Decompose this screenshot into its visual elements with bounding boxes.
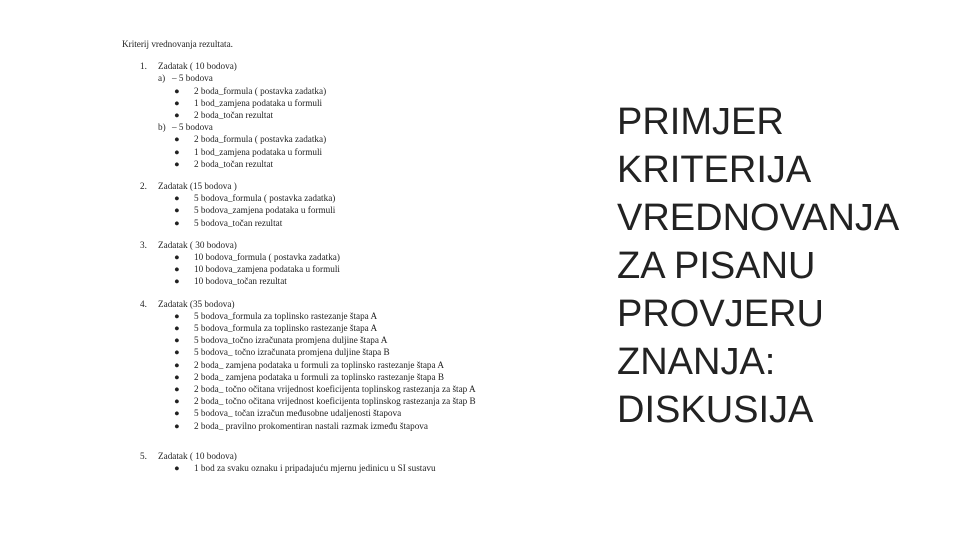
list-item xyxy=(122,310,542,322)
list-item xyxy=(122,462,542,474)
bullet-icon: ● xyxy=(174,420,180,431)
list-item xyxy=(122,334,542,346)
bullet-icon: ● xyxy=(174,217,180,228)
criterion-text: 5 bodova_formula za toplinsko rastezanje štapa A xyxy=(194,323,378,334)
bullet-icon: ● xyxy=(174,85,180,96)
task-number: 3. xyxy=(140,239,147,250)
subtask-header xyxy=(158,72,542,84)
criterion-text: 5 bodova_formula ( postavka zadatka) xyxy=(194,193,336,204)
bullet-icon: ● xyxy=(174,359,180,370)
task-header xyxy=(122,60,542,72)
list-item xyxy=(122,204,542,216)
list-item xyxy=(122,275,542,287)
bullet-icon: ● xyxy=(174,146,180,157)
bullet-icon: ● xyxy=(174,158,180,169)
subtask-a xyxy=(122,72,542,121)
list-item xyxy=(122,371,542,383)
list-item xyxy=(122,407,542,419)
list-item xyxy=(122,322,542,334)
subtask-title: – 5 bodova xyxy=(172,73,213,84)
task-title: Zadatak ( 10 bodova) xyxy=(158,61,237,72)
bullet-icon: ● xyxy=(174,134,180,145)
list-item xyxy=(122,346,542,358)
task-number: 1. xyxy=(140,61,147,72)
criteria-list xyxy=(158,85,542,122)
bullet-icon: ● xyxy=(174,252,180,263)
subtask-b xyxy=(122,121,542,170)
task-number: 2. xyxy=(140,181,147,192)
criteria-list xyxy=(158,133,542,170)
bullet-icon: ● xyxy=(174,310,180,321)
task-5 xyxy=(122,450,542,474)
list-item xyxy=(158,158,542,170)
list-item xyxy=(158,133,542,145)
bullet-icon: ● xyxy=(174,384,180,395)
task-2 xyxy=(122,180,542,229)
criterion-text: 2 boda_ pravilno prokomentiran nastali razmak između štapova xyxy=(194,420,428,431)
bullet-icon: ● xyxy=(174,408,180,419)
task-header xyxy=(122,298,542,310)
task-number: 4. xyxy=(140,298,147,309)
subtask-letter: b) xyxy=(158,122,166,133)
bullet-icon: ● xyxy=(174,264,180,275)
subtask-title: – 5 bodova xyxy=(172,122,213,133)
task-3 xyxy=(122,239,542,288)
criteria-list xyxy=(122,192,542,229)
bullet-icon: ● xyxy=(174,396,180,407)
list-item xyxy=(122,251,542,263)
task-title: Zadatak ( 10 bodova) xyxy=(158,450,237,461)
bullet-icon: ● xyxy=(174,335,180,346)
task-1 xyxy=(122,60,542,170)
task-header xyxy=(122,180,542,192)
list-item xyxy=(158,97,542,109)
document-heading: Kriterij vrednovanja rezultata. xyxy=(122,39,233,49)
task-header xyxy=(122,450,542,462)
bullet-icon: ● xyxy=(174,110,180,121)
criterion-text: 2 boda_točan rezultat xyxy=(194,158,274,169)
list-item xyxy=(122,192,542,204)
criterion-text: 2 boda_formula ( postavka zadatka) xyxy=(194,134,327,145)
list-item xyxy=(158,109,542,121)
bullet-icon: ● xyxy=(174,323,180,334)
criterion-text: 1 bod_zamjena podataka u formuli xyxy=(194,97,323,108)
list-item xyxy=(122,217,542,229)
criterion-text: 2 boda_ zamjena podataka u formuli za toplinsko rastezanje štapa A xyxy=(194,359,445,370)
criterion-text: 2 boda_ točno očitana vrijednost koeficijenta toplinskog rastezanja za štap A xyxy=(194,384,476,395)
bullet-icon: ● xyxy=(174,193,180,204)
criterion-text: 2 boda_točan rezultat xyxy=(194,110,274,121)
criteria-list xyxy=(122,251,542,288)
list-item xyxy=(122,395,542,407)
list-item xyxy=(158,85,542,97)
bullet-icon: ● xyxy=(174,347,180,358)
list-item xyxy=(158,146,542,158)
task-number: 5. xyxy=(140,450,147,461)
subtask-header xyxy=(158,121,542,133)
grading-criteria-document xyxy=(122,38,542,484)
criterion-text: 5 bodova_zamjena podataka u formuli xyxy=(194,205,336,216)
bullet-icon: ● xyxy=(174,97,180,108)
criterion-text: 5 bodova_ točno izračunata promjena duljine štapa B xyxy=(194,347,390,358)
subtask-letter: a) xyxy=(158,73,166,84)
list-item xyxy=(122,383,542,395)
bullet-icon: ● xyxy=(174,463,180,474)
list-item xyxy=(122,263,542,275)
list-item xyxy=(122,420,542,432)
task-title: Zadatak ( 30 bodova) xyxy=(158,239,237,250)
criterion-text: 2 boda_ točno očitana vrijednost koeficijenta toplinskog rastezanja za štap B xyxy=(194,396,476,407)
task-title: Zadatak (15 bodova ) xyxy=(158,181,237,192)
criterion-text: 5 bodova_točan rezultat xyxy=(194,217,283,228)
criterion-text: 5 bodova_ točan izračun međusobne udaljenosti štapova xyxy=(194,408,402,419)
criterion-text: 5 bodova_formula za toplinsko rastezanje štapa A xyxy=(194,310,378,321)
bullet-icon: ● xyxy=(174,371,180,382)
criteria-list xyxy=(122,462,542,474)
bullet-icon: ● xyxy=(174,205,180,216)
criterion-text: 1 bod_zamjena podataka u formuli xyxy=(194,146,323,157)
criterion-text: 10 bodova_formula ( postavka zadatka) xyxy=(194,252,340,263)
criterion-text: 5 bodova_točno izračunata promjena duljine štapa A xyxy=(194,335,388,346)
list-item xyxy=(122,359,542,371)
slide-title: PRIMJER KRITERIJA VREDNOVANJA ZA PISANU PROVJERU ZNANJA: DISKUSIJA xyxy=(617,101,900,431)
task-header xyxy=(122,239,542,251)
criterion-text: 2 boda_formula ( postavka zadatka) xyxy=(194,85,327,96)
criteria-list xyxy=(122,310,542,432)
criterion-text: 1 bod za svaku oznaku i pripadajuću mjernu jedinicu u SI sustavu xyxy=(194,463,436,474)
task-4 xyxy=(122,298,542,432)
criterion-text: 2 boda_ zamjena podataka u formuli za toplinsko rastezanje štapa B xyxy=(194,371,445,382)
criterion-text: 10 bodova_točan rezultat xyxy=(194,276,287,287)
bullet-icon: ● xyxy=(174,276,180,287)
criterion-text: 10 bodova_zamjena podataka u formuli xyxy=(194,264,340,275)
task-title: Zadatak (35 bodova) xyxy=(158,298,235,309)
